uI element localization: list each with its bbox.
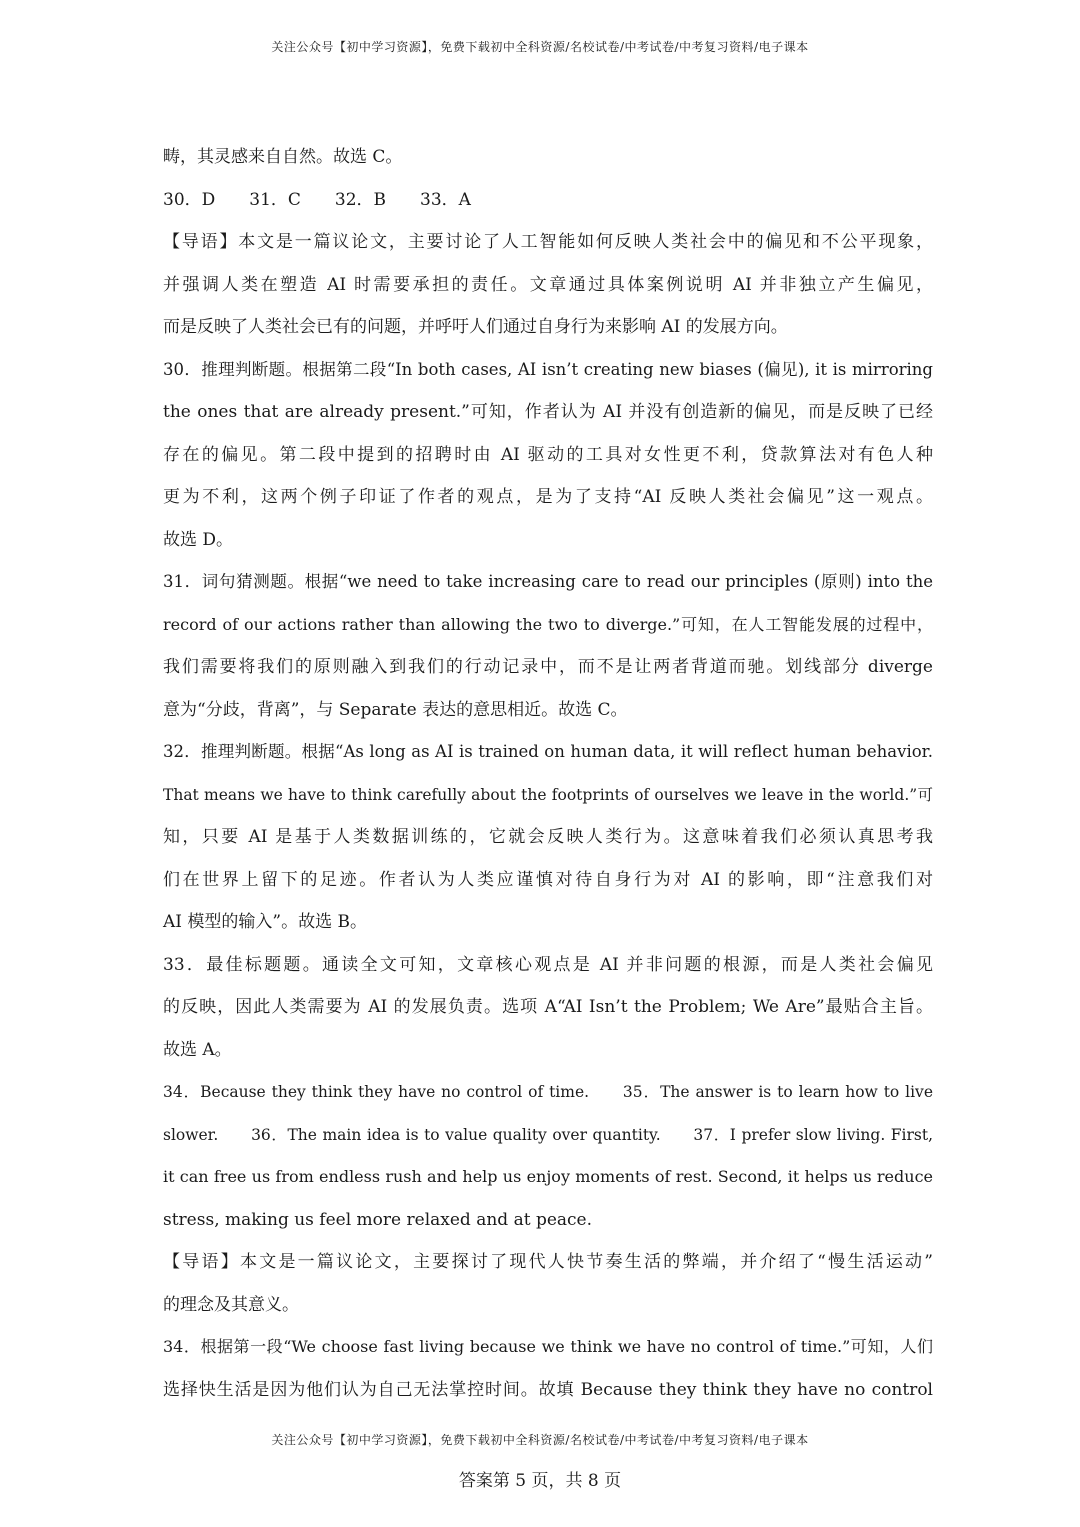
text-line: it can free us from endless rush and help us enjoy moments of rest. Second, it helps us reduce xyxy=(163,1167,933,1186)
text-line: 31．词句猜测题。根据“we need to take increasing care to read our principles (原则) into the xyxy=(163,572,933,591)
text-line: the ones that are already present.”可知，作者认为 AI 并没有创造新的偏见，而是反映了已经 xyxy=(163,402,933,422)
text-line: 的反映，因此人类需要为 AI 的发展负责。选项 A“AI Isn’t the Problem; We Are”最贴合主旨。 xyxy=(163,997,933,1017)
text-line: 更为不利，这两个例子印证了作者的观点，是为了支持“AI 反映人类社会偏见”这一观点。 xyxy=(163,487,933,507)
text-line: 们在世界上留下的足迹。作者认为人类应谨慎对待自身行为对 AI 的影响，即“注意我们对 xyxy=(163,869,933,890)
text-line: 选择快生活是因为他们认为自己无法掌控时间。故填 Because they think they have no control xyxy=(163,1379,933,1400)
text-line: AI 模型的输入”。故选 B。 xyxy=(163,912,367,932)
text-line: slower. 36．The main idea is to value quality over quantity. 37．I prefer slow living. First, xyxy=(163,1125,933,1144)
text-line: 的理念及其意义。 xyxy=(163,1294,299,1315)
text-line: 34．Because they think they have no control of time. 35．The answer is to learn how to live xyxy=(163,1083,933,1101)
text-line: 【导语】本文是一篇议论文，主要讨论了人工智能如何反映人类社会中的偏见和不公平现象， xyxy=(163,232,933,252)
text-line: 存在的偏见。第二段中提到的招聘时由 AI 驱动的工具对女性更不利，贷款算法对有色人种 xyxy=(163,444,933,465)
page-number: 答案第 5 页，共 8 页 xyxy=(458,1471,622,1491)
text-line: 并强调人类在塑造 AI 时需要承担的责任。文章通过具体案例说明 AI 并非独立产生偏见， xyxy=(163,274,933,295)
text-line: 33．最佳标题题。通读全文可知，文章核心观点是 AI 并非问题的根源，而是人类社会偏见 xyxy=(163,954,933,975)
text-line: 意为“分歧，背离”，与 Separate 表达的意思相近。故选 C。 xyxy=(163,699,628,720)
answer-content xyxy=(163,136,933,1411)
text-line: 畴，其灵感来自自然。故选 C。 xyxy=(163,147,403,167)
text-line: record of our actions rather than allowing the two to diverge.”可知，在人工智能发展的过程中， xyxy=(163,614,933,634)
text-line: stress, making us feel more relaxed and at peace. xyxy=(163,1209,593,1230)
text-line: 32．推理判断题。根据“As long as AI is trained on human data, it will reflect human behavior. xyxy=(163,742,933,761)
text-line: 【导语】本文是一篇议论文，主要探讨了现代人快节奏生活的弊端，并介绍了“慢生活运动” xyxy=(163,1252,933,1272)
text-line: That means we have to think carefully about the footprints of ourselves we leave in the world.”可 xyxy=(163,785,933,804)
text-line: 34．根据第一段“We choose fast living because we think we have no control of time.”可知，人们 xyxy=(163,1337,933,1356)
text-line: 我们需要将我们的原则融入到我们的行动记录中，而不是让两者背道而驰。划线部分 diverge xyxy=(163,657,933,677)
text-line: 知，只要 AI 是基于人类数据训练的，它就会反映人类行为。这意味着我们必须认真思考我 xyxy=(163,827,933,847)
text-line: 30．推理判断题。根据第二段“In both cases, AI isn’t creating new biases (偏见), it is mirroring xyxy=(163,359,933,379)
header-banner: 关注公众号【初中学习资源】，免费下载初中全科资源/名校试卷/中考试卷/中考复习资料/电子课本 xyxy=(271,40,809,54)
text-line: 而是反映了人类社会已有的问题，并呼吁人们通过自身行为来影响 AI 的发展方向。 xyxy=(163,317,788,337)
text-line: 故选 D。 xyxy=(163,529,234,550)
footer-banner: 关注公众号【初中学习资源】，免费下载初中全科资源/名校试卷/中考试卷/中考复习资料/电子课本 xyxy=(271,1433,809,1447)
text-line: 故选 A。 xyxy=(163,1039,232,1060)
answer-key-line: 30．D 31．C 32．B 33．A xyxy=(163,189,471,210)
